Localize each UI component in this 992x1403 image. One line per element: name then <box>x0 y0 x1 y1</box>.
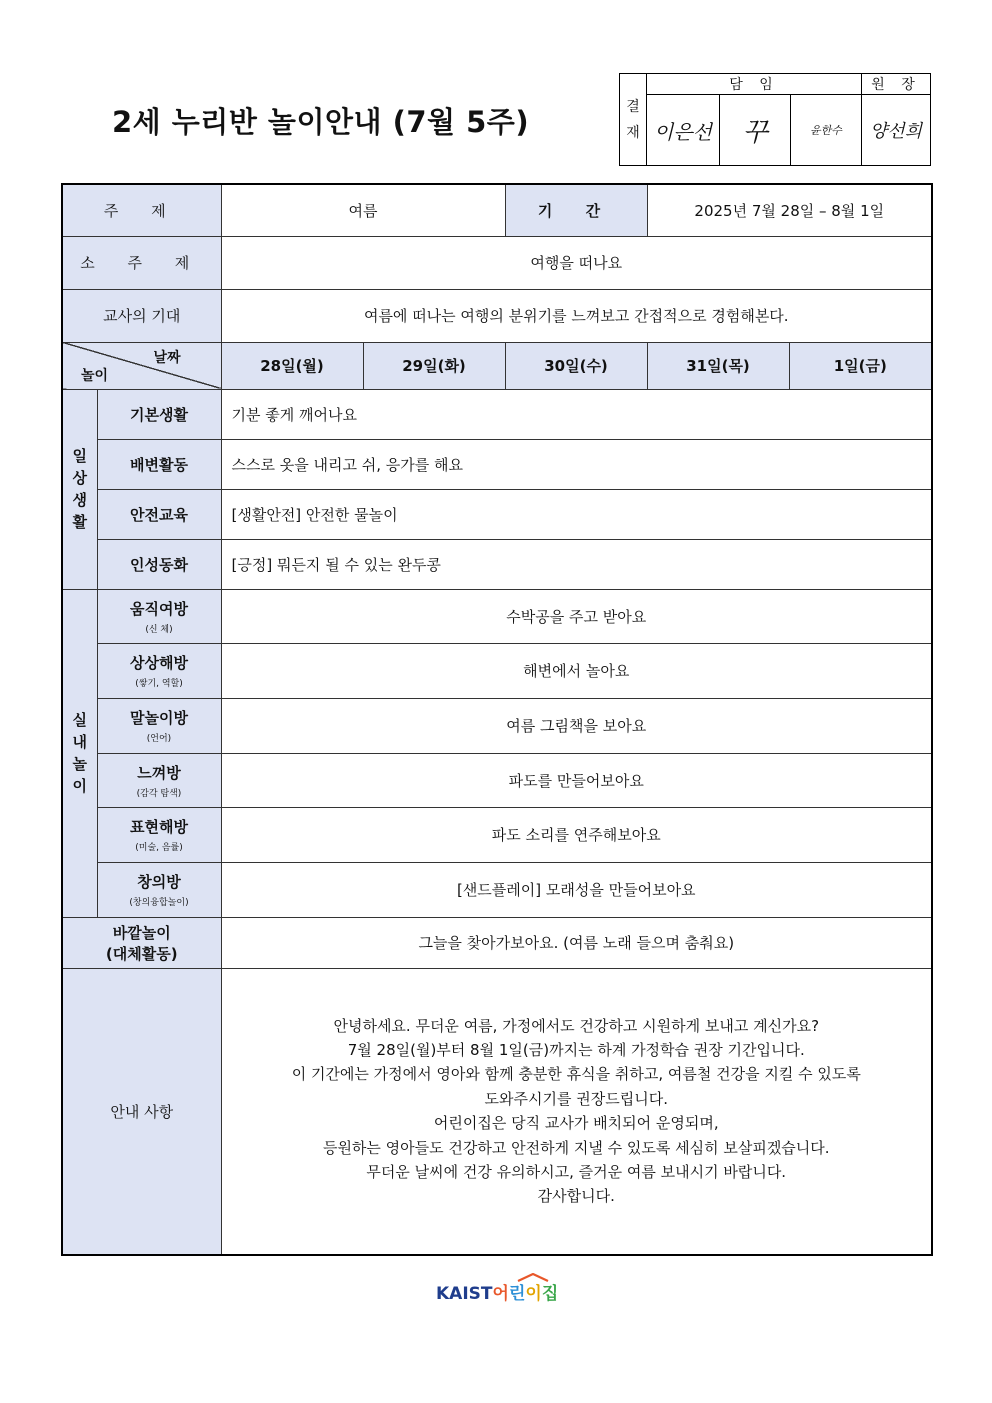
play-header: 놀이 <box>81 367 109 384</box>
period-label: 기 간 <box>505 184 647 236</box>
diagonal-header <box>62 342 221 389</box>
expectation-label: 교사의 기대 <box>62 289 221 342</box>
group-char: 일 <box>72 447 87 465</box>
notice-line: 7월 28일(월)부터 8월 1일(금)까지는 하계 가정학습 권장 기간입니다. <box>347 1041 805 1060</box>
room-name: 창의방 <box>137 873 181 891</box>
room-name: 상상해방 <box>130 654 188 672</box>
group-char: 내 <box>72 733 87 751</box>
signature-3: 윤한수 <box>791 95 862 166</box>
logo-char: 린 <box>508 1284 526 1304</box>
weekly-plan-table <box>61 183 933 1256</box>
room-sub: (창의융합놀이) <box>129 898 189 908</box>
day-header: 29일(화) <box>363 342 505 389</box>
group-char: 이 <box>72 777 87 795</box>
row-value: 수박공을 주고 받아요 <box>221 589 932 643</box>
row-label <box>97 862 221 917</box>
row-value: 해변에서 놀아요 <box>221 643 932 698</box>
outdoor-label <box>62 917 221 968</box>
row-value: 여름 그림책을 보아요 <box>221 698 932 753</box>
signature-1: 이은선 <box>647 95 720 166</box>
day-header: 30일(수) <box>505 342 647 389</box>
row-value: 스스로 옷을 내리고 쉬, 응가를 해요 <box>221 439 932 489</box>
notice-line: 도와주시기를 권장드립니다. <box>484 1089 668 1108</box>
theme-label: 주 제 <box>62 184 221 236</box>
group-char: 실 <box>72 711 87 729</box>
logo-char: 어 <box>492 1284 509 1304</box>
room-name: 움직여방 <box>130 599 188 618</box>
room-sub: (신 체) <box>145 624 173 635</box>
row-value: [긍정] 뭐든지 될 수 있는 완두콩 <box>221 539 932 589</box>
subtheme-label: 소 주 제 <box>62 236 221 289</box>
subtheme-value: 여행을 떠나요 <box>221 236 932 289</box>
room-name: 느껴방 <box>137 763 181 782</box>
room-sub: (감각 탐색) <box>136 788 182 799</box>
daily-life-group-label <box>62 389 97 589</box>
outdoor-label-line2: (대체활동) <box>105 944 178 963</box>
expectation-value: 여름에 떠나는 여행의 분위기를 느껴보고 간접적으로 경험해본다. <box>221 289 932 342</box>
logo-char: 집 <box>541 1284 559 1304</box>
day-header: 31일(목) <box>647 342 789 389</box>
room-name: 말놀이방 <box>130 709 188 727</box>
notice-label: 안내 사항 <box>62 968 221 1255</box>
day-header: 28일(월) <box>221 342 363 389</box>
theme-value: 여름 <box>221 184 505 236</box>
approval-label-2: 재 <box>626 124 640 141</box>
notice-line: 어린이집은 당직 교사가 배치되어 운영되며, <box>433 1114 719 1133</box>
notice-line: 등원하는 영아들도 건강하고 안전하게 지낼 수 있도록 세심히 보살피겠습니다. <box>322 1138 830 1157</box>
kaist-logo <box>436 1279 558 1304</box>
room-sub: (미술, 음률) <box>135 843 183 853</box>
row-value: 기분 좋게 깨어나요 <box>221 389 932 439</box>
room-name: 표현해방 <box>130 818 188 836</box>
group-char: 놀 <box>72 755 87 773</box>
notice-text <box>221 968 932 1255</box>
row-label <box>97 643 221 698</box>
director-label: 원 장 <box>862 74 931 95</box>
row-label <box>97 589 221 643</box>
approval-label <box>620 74 647 166</box>
period-value: 2025년 7월 28일 – 8월 1일 <box>647 184 932 236</box>
row-label: 인성동화 <box>97 539 221 589</box>
row-value: 파도 소리를 연주해보아요 <box>221 807 932 862</box>
row-value: [생활안전] 안전한 물놀이 <box>221 489 932 539</box>
logo-char: 이 <box>525 1284 542 1304</box>
approval-label-1: 결 <box>626 98 640 115</box>
notice-line: 안녕하세요. 무더운 여름, 가정에서도 건강하고 시원하게 보내고 계신가요? <box>333 1016 820 1035</box>
row-label <box>97 698 221 753</box>
row-value: 파도를 만들어보아요 <box>221 753 932 807</box>
row-label <box>97 753 221 807</box>
room-sub: (쌓기, 역할) <box>135 679 183 689</box>
approval-box <box>619 73 931 166</box>
row-label <box>97 807 221 862</box>
outdoor-label-line1: 바깥놀이 <box>112 923 171 942</box>
row-label: 배변활동 <box>97 439 221 489</box>
logo-kaist-text: KAIST <box>436 1284 493 1304</box>
row-value: [샌드플레이] 모래성을 만들어보아요 <box>221 862 932 917</box>
homeroom-label: 담 임 <box>647 74 862 95</box>
signature-4: 양선희 <box>862 95 931 166</box>
row-label: 기본생활 <box>97 389 221 439</box>
indoor-play-group-label <box>62 589 97 917</box>
room-sub: (언어) <box>146 734 172 744</box>
page-title: 2세 누리반 놀이안내 (7월 5주) <box>112 105 530 139</box>
day-header: 1일(금) <box>789 342 932 389</box>
group-char: 생 <box>72 491 87 509</box>
signature-2: 꾸 <box>720 95 791 166</box>
notice-line: 이 기간에는 가정에서 영아와 함께 충분한 휴식을 취하고, 여름철 건강을 지킬 수 있도록 <box>291 1065 861 1084</box>
group-char: 활 <box>72 513 87 531</box>
notice-line: 무더운 날씨에 건강 유의하시고, 즐거운 여름 보내시기 바랍니다. <box>366 1163 787 1182</box>
outdoor-value: 그늘을 찾아가보아요. (여름 노래 들으며 춤춰요) <box>221 917 932 968</box>
date-header: 날짜 <box>153 349 181 366</box>
row-label: 안전교육 <box>97 489 221 539</box>
group-char: 상 <box>72 469 87 487</box>
notice-line: 감사합니다. <box>537 1187 615 1206</box>
